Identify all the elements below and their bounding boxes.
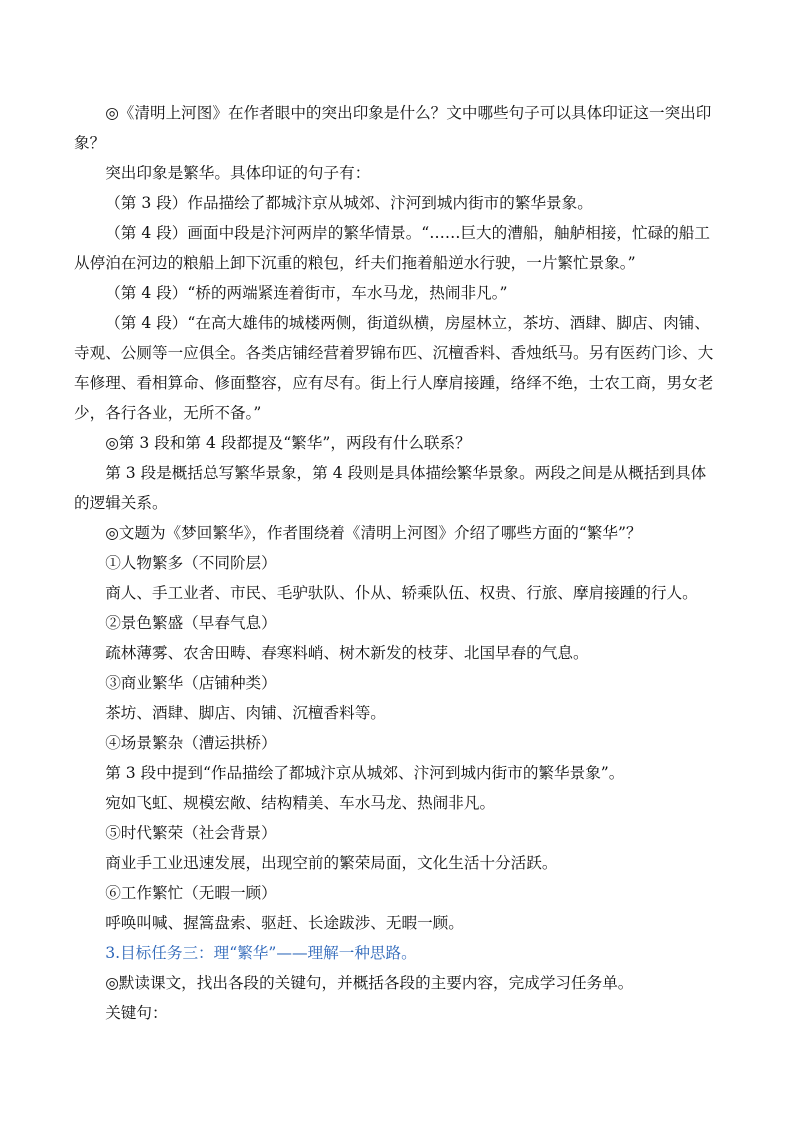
paragraph: 茶坊、酒肆、脚店、肉铺、沉檀香料等。 xyxy=(105,704,386,722)
paragraph: 宛如飞虹、规模宏敞、结构精美、车水马龙、热闹非凡。 xyxy=(105,794,496,812)
paragraph: （第 4 段）“桥的两端紧连着街市，车水马龙，热闹非凡。” xyxy=(105,284,508,302)
paragraph: ③商业繁华（店铺种类） xyxy=(105,674,277,692)
paragraph: ④场景繁杂（漕运拱桥） xyxy=(105,734,277,752)
paragraph: ◎默读课文，找出各段的关键句，并概括各段的主要内容，完成学习任务单。 xyxy=(105,974,634,992)
paragraph: 呼唤叫喊、握篙盘索、驱赶、长途跋涉、无暇一顾。 xyxy=(105,914,464,932)
paragraph: 突出印象是繁华。具体印证的句子有： xyxy=(105,164,371,182)
paragraph: ◎文题为《梦回繁华》，作者围绕着《清明上河图》介绍了哪些方面的“繁华”？ xyxy=(105,524,642,542)
paragraph: （第 4 段）画面中段是汴河两岸的繁华情景。“……巨大的漕船，舳舻相接，忙碌的船工从停泊在河边的粮船上卸下沉重的粮包，纤夫们拖着船逆水行驶，一片繁忙景象。” xyxy=(74,224,710,272)
paragraph: （第 3 段）作品描绘了都城汴京从城郊、汴河到城内街市的繁华景象。 xyxy=(105,194,593,212)
paragraph: 商业手工业迅速发展，出现空前的繁荣局面，文化生活十分活跃。 xyxy=(105,854,558,872)
paragraph: 商人、手工业者、市民、毛驴驮队、仆从、轿乘队伍、权贵、行旅、摩肩接踵的行人。 xyxy=(105,584,698,602)
paragraph: ◎第 3 段和第 4 段都提及“繁华”，两段有什么联系？ xyxy=(105,434,471,452)
section-heading: 3.目标任务三：理“繁华”——理解一种思路。 xyxy=(105,944,417,962)
paragraph: 疏林薄雾、农舍田畴、春寒料峭、树木新发的枝芽、北国早春的气息。 xyxy=(105,644,589,662)
paragraph: 关键句： xyxy=(105,1004,168,1022)
paragraph: 第 3 段中提到“作品描绘了都城汴京从城郊、汴河到城内街市的繁华景象”。 xyxy=(105,764,625,782)
paragraph: ⑥工作繁忙（无暇一顾） xyxy=(105,884,277,902)
paragraph: ◎《清明上河图》在作者眼中的突出印象是什么？文中哪些句子可以具体印证这一突出印象？ xyxy=(74,104,712,152)
paragraph: ①人物繁多（不同阶层） xyxy=(105,554,277,572)
paragraph: 第 3 段是概括总写繁华景象，第 4 段则是具体描绘繁华景象。两段之间是从概括到具体的逻辑关系。 xyxy=(74,464,707,512)
document-body xyxy=(74,98,720,1028)
paragraph: ②景色繁盛（早春气息） xyxy=(105,614,277,632)
paragraph: ⑤时代繁荣（社会背景） xyxy=(105,824,277,842)
paragraph: （第 4 段）“在高大雄伟的城楼两侧，街道纵横，房屋林立，茶坊、酒肆、脚店、肉铺、寺观、公厕等一应俱全。各类店铺经营着罗锦布匹、沉檀香料、香烛纸马。另有医药门诊、大车修理、看相算命、修面整容，应有尽有。街上行人摩肩接踵，络绎不绝，士农工商，男女老少，各行各业，无所不备。” xyxy=(74,314,714,422)
